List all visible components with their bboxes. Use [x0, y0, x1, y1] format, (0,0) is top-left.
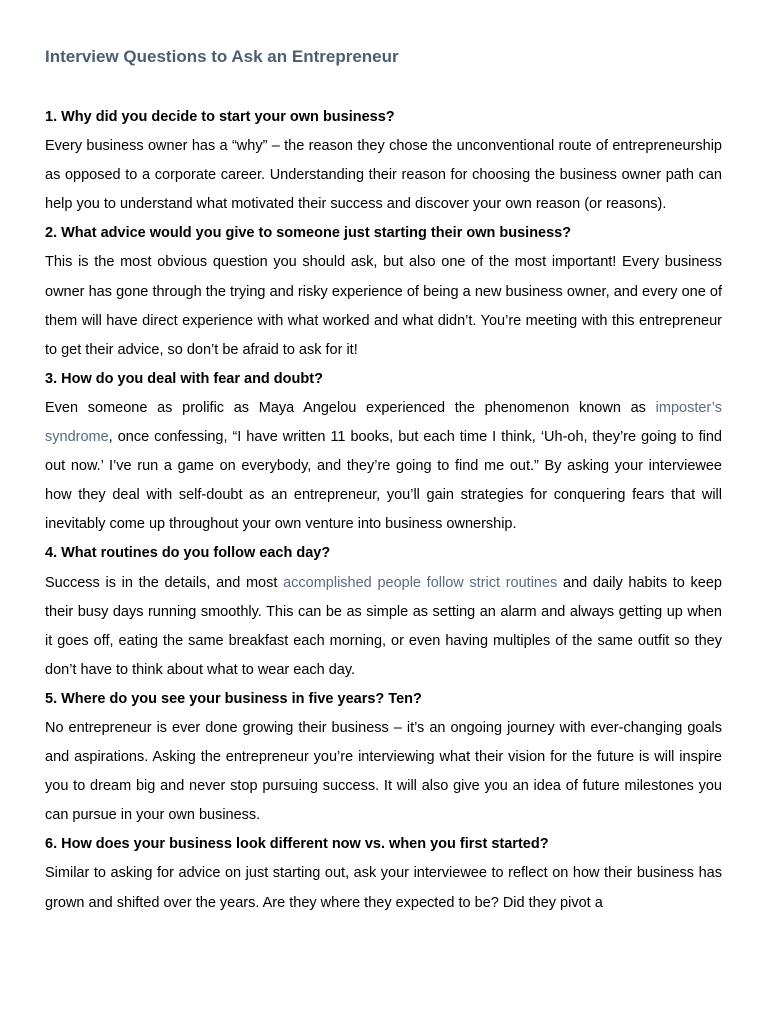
question-section-1	[45, 103, 722, 219]
question-section-4	[45, 539, 722, 684]
question-section-6	[45, 830, 722, 917]
question-heading: 2. What advice would you give to someone just starting their own business?	[45, 225, 572, 242]
question-body	[45, 394, 722, 539]
question-heading: 4. What routines do you follow each day?	[45, 545, 331, 562]
question-body: No entrepreneur is ever done growing their business – it’s an ongoing journey with ever-changing goals and aspirations. Asking the entrepreneur you’re interviewing what their vision for the future is will inspire you to dream big and never stop pursuing success. It will also give you an idea of future milestones you can pursue in your own business.	[45, 719, 722, 824]
question-heading: 1. Why did you decide to start your own business?	[45, 109, 395, 125]
document-content	[45, 103, 722, 918]
question-heading: 3. How do you deal with fear and doubt?	[45, 370, 323, 387]
question-heading: 6. How does your business look different now vs. when you first started?	[45, 836, 549, 853]
question-body: Every business owner has a “why” – the reason they chose the unconventional route of entrepreneurship as opposed to a corporate career. Understanding their reason for choosing the business owner path can help you to understand what motivated their success and discover your own reason (or reasons).	[45, 138, 722, 213]
routines-link[interactable]: accomplished people follow strict routines	[283, 574, 558, 591]
question-body	[45, 569, 722, 685]
question-body: This is the most obvious question you should ask, but also one of the most important! Every business owner has gone through the trying and risky experience of being a new business owner, and every one of them will have direct experience with what worked and what didn’t. You’re meeting with this entrepreneur to get their advice, so don’t be afraid to ask for it!	[45, 254, 722, 358]
document-title: Interview Questions to Ask an Entrepreneur	[45, 47, 399, 66]
body-text: , once confessing, “I have written 11 books, but each time I think, ‘Uh-oh, they’re going to find out now.’ I’ve run a game on everybody, and they’re going to find me out.” By asking your interviewee how they deal with self-doubt as an entrepreneur, you’ll gain strategies for conquering fears that will inevitably come up throughout your own venture into business ownership.	[45, 429, 722, 533]
question-section-2	[45, 219, 722, 364]
body-text: and daily habits to keep their busy days running smoothly. This can be as simple as setting an alarm and always getting up when it goes off, eating the same breakfast each morning, or even having multiples of the same outfit so they don’t have to think about what to wear each day.	[45, 574, 722, 678]
question-section-5	[45, 685, 722, 830]
imposters-syndrome-link[interactable]: imposter’s syndrome	[45, 399, 722, 446]
question-section-3	[45, 365, 722, 540]
body-text: Success is in the details, and most	[45, 574, 284, 591]
question-heading: 5. Where do you see your business in five years? Ten?	[45, 690, 422, 707]
body-text: Even someone as prolific as Maya Angelou experienced the phenomenon known as	[45, 399, 656, 416]
question-body: Similar to asking for advice on just starting out, ask your interviewee to reflect on how their business has grown and shifted over the years. Are they where they expected to be? Did they pivot a	[45, 865, 722, 911]
